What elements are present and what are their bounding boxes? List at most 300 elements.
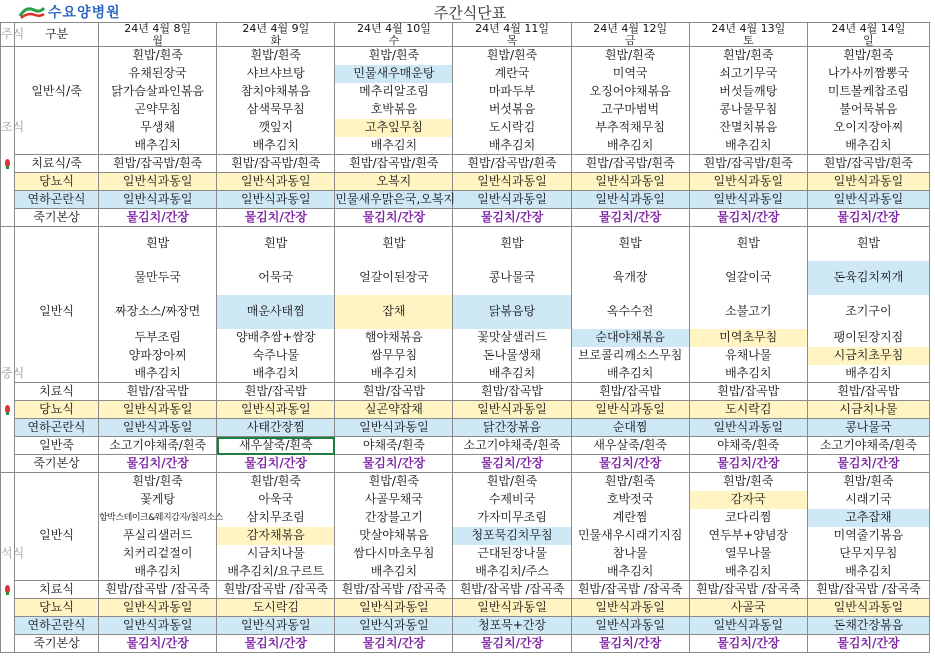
flower-icon xyxy=(5,585,10,593)
menu-cell-day1[interactable]: 일반식과동일 xyxy=(99,401,217,419)
menu-cell-day5[interactable]: 참나물 xyxy=(571,545,689,563)
menu-cell-day5[interactable]: 배추김치 xyxy=(571,137,689,155)
row-label xyxy=(15,365,99,383)
menu-cell-day2[interactable]: 흰밥/잡곡밥 xyxy=(217,383,335,401)
menu-cell-day2[interactable]: 어묵국 xyxy=(217,261,335,295)
menu-cell-day5[interactable]: 부추적채무침 xyxy=(571,119,689,137)
menu-cell-day4[interactable]: 콩나물국 xyxy=(453,261,571,295)
menu-cell-day7[interactable]: 오이지장아찌 xyxy=(807,119,929,137)
side-marker xyxy=(1,173,15,191)
menu-row xyxy=(1,473,930,491)
menu-cell-day2[interactable]: 흰밥 xyxy=(217,227,335,261)
menu-cell-day2[interactable]: 일반식과동일 xyxy=(217,401,335,419)
menu-cell-day7[interactable]: 흰밥/잡곡밥/흰죽 xyxy=(807,155,929,173)
menu-cell-day1[interactable]: 양파장아찌 xyxy=(99,347,217,365)
row-label: 일반죽 xyxy=(15,437,99,455)
menu-cell-day1[interactable]: 닭가슴살파인볶음 xyxy=(99,83,217,101)
menu-cell-day7[interactable]: 돈채간장볶음 xyxy=(807,617,929,635)
menu-cell-day5[interactable]: 일반식과동일 xyxy=(571,173,689,191)
menu-cell-day2[interactable]: 새우살죽/흰죽 xyxy=(217,437,335,455)
menu-cell-day7[interactable]: 배추김치 xyxy=(807,365,929,383)
menu-cell-day2[interactable]: 일반식과동일 xyxy=(217,191,335,209)
date-header-3 xyxy=(335,23,453,47)
menu-cell-day6[interactable]: 열무나물 xyxy=(689,545,807,563)
menu-cell-day6[interactable]: 일반식과동일 xyxy=(689,191,807,209)
menu-cell-day2[interactable]: 물김치/간장 xyxy=(217,635,335,653)
menu-cell-day1[interactable]: 물김치/간장 xyxy=(99,635,217,653)
row-label: 죽기본상 xyxy=(15,455,99,473)
menu-row xyxy=(1,455,930,473)
menu-cell-day1[interactable]: 물만두국 xyxy=(99,261,217,295)
menu-cell-day7[interactable]: 미트볼케찹조림 xyxy=(807,83,929,101)
side-marker xyxy=(1,227,15,261)
menu-cell-day3[interactable]: 흰밥 xyxy=(335,227,453,261)
logo-icon xyxy=(18,4,46,20)
menu-cell-day2[interactable]: 참치야채볶음 xyxy=(217,83,335,101)
date-header-1 xyxy=(99,23,217,47)
menu-cell-day6[interactable]: 유채나물 xyxy=(689,347,807,365)
menu-cell-day2[interactable]: 아욱국 xyxy=(217,491,335,509)
menu-cell-day1[interactable]: 물김치/간장 xyxy=(99,209,217,227)
menu-cell-day5[interactable]: 물김치/간장 xyxy=(571,455,689,473)
menu-cell-day1[interactable]: 배추김치 xyxy=(99,563,217,581)
menu-cell-day1[interactable]: 흰밥 xyxy=(99,227,217,261)
menu-cell-day4[interactable]: 일반식과동일 xyxy=(453,173,571,191)
menu-cell-day5[interactable]: 브로콜리깨소스무침 xyxy=(571,347,689,365)
menu-cell-day4[interactable]: 물김치/간장 xyxy=(453,635,571,653)
side-marker xyxy=(1,581,15,599)
date-text: 24년 4월 13일 xyxy=(711,22,786,35)
menu-cell-day7[interactable]: 조기구이 xyxy=(807,295,929,329)
menu-cell-day3[interactable]: 물김치/간장 xyxy=(335,455,453,473)
menu-cell-day4[interactable]: 물김치/간장 xyxy=(453,455,571,473)
row-label: 죽기본상 xyxy=(15,635,99,653)
row-label: 당뇨식 xyxy=(15,599,99,617)
menu-cell-day6[interactable]: 버섯들깨탕 xyxy=(689,83,807,101)
menu-cell-day2[interactable]: 감자채볶음 xyxy=(217,527,335,545)
menu-cell-day7[interactable]: 고추잡채 xyxy=(807,509,929,527)
row-label: 연하곤란식 xyxy=(15,617,99,635)
menu-cell-day4[interactable]: 마파두부 xyxy=(453,83,571,101)
menu-cell-day3[interactable]: 물김치/간장 xyxy=(335,209,453,227)
menu-cell-day6[interactable]: 흰밥/잡곡밥/흰죽 xyxy=(689,155,807,173)
menu-cell-day7[interactable]: 시금치초무침 xyxy=(807,347,929,365)
menu-cell-day1[interactable]: 물김치/간장 xyxy=(99,455,217,473)
row-label xyxy=(15,545,99,563)
menu-cell-day6[interactable]: 콩나물무침 xyxy=(689,101,807,119)
menu-cell-day4[interactable]: 흰밥/잡곡밥 /잡곡죽 xyxy=(453,581,571,599)
menu-cell-day3[interactable]: 일반식과동일 xyxy=(335,617,453,635)
side-marker xyxy=(1,401,15,419)
menu-table xyxy=(0,22,930,653)
menu-row xyxy=(1,83,930,101)
menu-cell-day1[interactable]: 치커리겉절이 xyxy=(99,545,217,563)
menu-cell-day6[interactable]: 얼갈이국 xyxy=(689,261,807,295)
menu-row xyxy=(1,599,930,617)
menu-cell-day4[interactable]: 배추김치 xyxy=(453,365,571,383)
row-label: 치료식 xyxy=(15,383,99,401)
menu-cell-day3[interactable]: 사골무채국 xyxy=(335,491,453,509)
menu-cell-day3[interactable]: 배추김치 xyxy=(335,563,453,581)
menu-cell-day4[interactable]: 일반식과동일 xyxy=(453,191,571,209)
side-marker xyxy=(1,437,15,455)
menu-cell-day7[interactable]: 일반식과동일 xyxy=(807,599,929,617)
side-marker: 조식 xyxy=(1,119,15,137)
date-text: 24년 4월 11일 xyxy=(475,22,549,35)
side-marker xyxy=(1,261,15,295)
menu-cell-day7[interactable]: 배추김치 xyxy=(807,137,929,155)
side-marker xyxy=(1,295,15,329)
menu-cell-day1[interactable]: 소고기야채죽/흰죽 xyxy=(99,437,217,455)
day-text: 월 xyxy=(152,34,163,47)
menu-cell-day7[interactable]: 시금치나물 xyxy=(807,401,929,419)
menu-cell-day1[interactable]: 곤약무침 xyxy=(99,101,217,119)
menu-cell-day6[interactable]: 도시락김 xyxy=(689,401,807,419)
menu-cell-day5[interactable]: 옥수수전 xyxy=(571,295,689,329)
menu-cell-day6[interactable]: 흰밥 xyxy=(689,227,807,261)
menu-cell-day2[interactable]: 일반식과동일 xyxy=(217,617,335,635)
menu-cell-day2[interactable]: 배추김치/요구르트 xyxy=(217,563,335,581)
menu-cell-day1[interactable]: 함박스테이크&웨지감자/칠리소스 xyxy=(99,509,217,527)
menu-cell-day3[interactable]: 배추김치 xyxy=(335,365,453,383)
menu-cell-day2[interactable]: 양배추쌈+쌈장 xyxy=(217,329,335,347)
flower-icon xyxy=(5,159,10,167)
menu-cell-day5[interactable]: 흰밥/잡곡밥/흰죽 xyxy=(571,155,689,173)
row-label: 일반식/죽 xyxy=(15,83,99,101)
menu-row xyxy=(1,295,930,329)
menu-cell-day2[interactable]: 흰밥/흰죽 xyxy=(217,473,335,491)
menu-cell-day1[interactable]: 배추김치 xyxy=(99,137,217,155)
menu-cell-day4[interactable]: 근대된장나물 xyxy=(453,545,571,563)
menu-cell-day7[interactable]: 돈육김치찌개 xyxy=(807,261,929,295)
menu-cell-day5[interactable]: 새우살죽/흰죽 xyxy=(571,437,689,455)
day-text: 토 xyxy=(742,34,754,47)
menu-row xyxy=(1,347,930,365)
menu-cell-day5[interactable]: 육개장 xyxy=(571,261,689,295)
row-label xyxy=(15,227,99,261)
menu-cell-day1[interactable]: 흰밥/흰죽 xyxy=(99,473,217,491)
side-marker xyxy=(1,209,15,227)
menu-cell-day1[interactable]: 일반식과동일 xyxy=(99,191,217,209)
menu-cell-day7[interactable]: 시래기국 xyxy=(807,491,929,509)
menu-cell-day1[interactable]: 흰밥/흰죽 xyxy=(99,47,217,65)
menu-cell-day2[interactable]: 시금치나물 xyxy=(217,545,335,563)
date-text: 24년 4월 9일 xyxy=(242,22,310,35)
menu-cell-day6[interactable]: 소불고기 xyxy=(689,295,807,329)
menu-cell-day2[interactable]: 물김치/간장 xyxy=(217,455,335,473)
menu-cell-day3[interactable]: 민물새우맑은국,오복지 xyxy=(335,191,453,209)
menu-cell-day6[interactable]: 흰밥/흰죽 xyxy=(689,47,807,65)
menu-cell-day4[interactable]: 배추김치/주스 xyxy=(453,563,571,581)
menu-cell-day1[interactable]: 일반식과동일 xyxy=(99,599,217,617)
menu-cell-day3[interactable]: 고추잎무침 xyxy=(335,119,453,137)
date-text: 24년 4월 10일 xyxy=(356,22,431,35)
menu-cell-day1[interactable]: 유채된장국 xyxy=(99,65,217,83)
menu-row xyxy=(1,209,930,227)
menu-cell-day6[interactable]: 배추김치 xyxy=(689,137,807,155)
side-marker xyxy=(1,527,15,545)
menu-cell-day1[interactable]: 흰밥/잡곡밥/흰죽 xyxy=(99,155,217,173)
menu-cell-day1[interactable]: 두부조림 xyxy=(99,329,217,347)
menu-cell-day7[interactable]: 흰밥 xyxy=(807,227,929,261)
menu-cell-day6[interactable]: 연두부+양념장 xyxy=(689,527,807,545)
menu-row xyxy=(1,137,930,155)
menu-cell-day3[interactable]: 흰밥/흰죽 xyxy=(335,473,453,491)
menu-cell-day6[interactable]: 흰밥/흰죽 xyxy=(689,473,807,491)
menu-cell-day4[interactable]: 꽃맛살샐러드 xyxy=(453,329,571,347)
menu-cell-day5[interactable]: 흰밥/잡곡밥 xyxy=(571,383,689,401)
menu-cell-day6[interactable]: 코다리찜 xyxy=(689,509,807,527)
side-marker: 중식 xyxy=(1,365,15,383)
menu-cell-day2[interactable]: 흰밥/잡곡밥/흰죽 xyxy=(217,155,335,173)
side-label-top: 주식 xyxy=(1,23,15,47)
menu-cell-day2[interactable]: 배추김치 xyxy=(217,137,335,155)
menu-row xyxy=(1,173,930,191)
menu-cell-day4[interactable]: 돈나물생채 xyxy=(453,347,571,365)
menu-cell-day6[interactable]: 사골국 xyxy=(689,599,807,617)
menu-cell-day4[interactable]: 버섯볶음 xyxy=(453,101,571,119)
menu-cell-day3[interactable]: 흰밥/잡곡밥 xyxy=(335,383,453,401)
menu-cell-day3[interactable]: 배추김치 xyxy=(335,137,453,155)
side-marker xyxy=(1,491,15,509)
menu-cell-day1[interactable]: 흰밥/잡곡밥 /잡곡죽 xyxy=(99,581,217,599)
menu-cell-day6[interactable]: 물김치/간장 xyxy=(689,635,807,653)
menu-cell-day2[interactable]: 숙주나물 xyxy=(217,347,335,365)
menu-cell-day5[interactable]: 민물새우시래기지짐 xyxy=(571,527,689,545)
menu-cell-day6[interactable]: 일반식과동일 xyxy=(689,617,807,635)
menu-cell-day5[interactable]: 일반식과동일 xyxy=(571,599,689,617)
menu-cell-day5[interactable]: 배추김치 xyxy=(571,563,689,581)
menu-cell-day2[interactable]: 물김치/간장 xyxy=(217,209,335,227)
menu-cell-day3[interactable]: 물김치/간장 xyxy=(335,635,453,653)
menu-cell-day7[interactable]: 물김치/간장 xyxy=(807,455,929,473)
menu-cell-day2[interactable]: 흰밥/잡곡밥 /잡곡죽 xyxy=(217,581,335,599)
menu-row xyxy=(1,65,930,83)
menu-cell-day1[interactable]: 짜장소스/짜장면 xyxy=(99,295,217,329)
menu-cell-day2[interactable]: 도시락김 xyxy=(217,599,335,617)
menu-row xyxy=(1,383,930,401)
menu-cell-day2[interactable]: 사태간장찜 xyxy=(217,419,335,437)
menu-cell-day5[interactable]: 물김치/간장 xyxy=(571,635,689,653)
menu-cell-day5[interactable]: 계란찜 xyxy=(571,509,689,527)
menu-cell-day4[interactable]: 일반식과동일 xyxy=(453,599,571,617)
row-label: 당뇨식 xyxy=(15,401,99,419)
menu-cell-day6[interactable]: 일반식과동일 xyxy=(689,173,807,191)
menu-cell-day6[interactable]: 감자국 xyxy=(689,491,807,509)
menu-row xyxy=(1,581,930,599)
row-label: 당뇨식 xyxy=(15,173,99,191)
menu-cell-day2[interactable]: 배추김치 xyxy=(217,365,335,383)
menu-cell-day3[interactable]: 호박볶음 xyxy=(335,101,453,119)
menu-cell-day5[interactable]: 고구마범벅 xyxy=(571,101,689,119)
menu-row xyxy=(1,329,930,347)
menu-cell-day3[interactable]: 맛살야채볶음 xyxy=(335,527,453,545)
menu-cell-day7[interactable]: 소고기야채죽/흰죽 xyxy=(807,437,929,455)
menu-cell-day2[interactable]: 깻잎지 xyxy=(217,119,335,137)
menu-cell-day6[interactable]: 쇠고기무국 xyxy=(689,65,807,83)
menu-cell-day5[interactable]: 흰밥/잡곡밥 /잡곡죽 xyxy=(571,581,689,599)
menu-cell-day3[interactable]: 흰밥/잡곡밥 /잡곡죽 xyxy=(335,581,453,599)
menu-cell-day2[interactable]: 샤브샤브탕 xyxy=(217,65,335,83)
menu-cell-day3[interactable]: 잡채 xyxy=(335,295,453,329)
menu-cell-day3[interactable]: 간장불고기 xyxy=(335,509,453,527)
menu-cell-day7[interactable]: 배추김치 xyxy=(807,563,929,581)
menu-row xyxy=(1,527,930,545)
menu-cell-day1[interactable]: 일반식과동일 xyxy=(99,419,217,437)
menu-cell-day7[interactable]: 흰밥/잡곡밥 /잡곡죽 xyxy=(807,581,929,599)
gubun-header: 구분 xyxy=(15,23,99,47)
menu-cell-day1[interactable]: 배추김치 xyxy=(99,365,217,383)
menu-cell-day4[interactable]: 물김치/간장 xyxy=(453,209,571,227)
menu-cell-day4[interactable]: 도시락김 xyxy=(453,119,571,137)
menu-cell-day3[interactable]: 흰밥/잡곡밥/흰죽 xyxy=(335,155,453,173)
menu-cell-day5[interactable]: 호박젓국 xyxy=(571,491,689,509)
menu-cell-day4[interactable]: 흰밥/흰죽 xyxy=(453,473,571,491)
menu-cell-day5[interactable]: 순대야채볶음 xyxy=(571,329,689,347)
menu-cell-day5[interactable]: 흰밥/흰죽 xyxy=(571,47,689,65)
menu-cell-day3[interactable]: 오복지 xyxy=(335,173,453,191)
menu-cell-day6[interactable]: 물김치/간장 xyxy=(689,455,807,473)
side-marker xyxy=(1,473,15,491)
day-text: 일 xyxy=(863,34,874,47)
row-label xyxy=(15,101,99,119)
menu-row xyxy=(1,617,930,635)
menu-cell-day2[interactable]: 삼치무조림 xyxy=(217,509,335,527)
menu-cell-day6[interactable]: 물김치/간장 xyxy=(689,209,807,227)
row-label xyxy=(15,491,99,509)
menu-row xyxy=(1,261,930,295)
side-marker xyxy=(1,635,15,653)
menu-row xyxy=(1,563,930,581)
menu-cell-day4[interactable]: 청포묵김치무침 xyxy=(453,527,571,545)
menu-cell-day4[interactable]: 흰밥/잡곡밥/흰죽 xyxy=(453,155,571,173)
menu-cell-day7[interactable]: 흰밥/잡곡밥 xyxy=(807,383,929,401)
menu-cell-day4[interactable]: 소고기야채죽/흰죽 xyxy=(453,437,571,455)
menu-cell-day1[interactable]: 무생채 xyxy=(99,119,217,137)
menu-row xyxy=(1,545,930,563)
menu-cell-day2[interactable]: 일반식과동일 xyxy=(217,173,335,191)
menu-cell-day6[interactable]: 잔멸치볶음 xyxy=(689,119,807,137)
menu-cell-day5[interactable]: 오징어야채볶음 xyxy=(571,83,689,101)
menu-cell-day1[interactable]: 일반식과동일 xyxy=(99,617,217,635)
menu-cell-day1[interactable]: 꽃게탕 xyxy=(99,491,217,509)
menu-cell-day7[interactable]: 일반식과동일 xyxy=(807,173,929,191)
menu-cell-day4[interactable]: 청포묵+간장 xyxy=(453,617,571,635)
menu-cell-day5[interactable]: 일반식과동일 xyxy=(571,617,689,635)
menu-cell-day1[interactable]: 흰밥/잡곡밥 xyxy=(99,383,217,401)
menu-cell-day3[interactable]: 일반식과동일 xyxy=(335,599,453,617)
menu-row xyxy=(1,191,930,209)
menu-cell-day7[interactable]: 팽이된장지짐 xyxy=(807,329,929,347)
menu-cell-day4[interactable]: 가자미무조림 xyxy=(453,509,571,527)
menu-cell-day4[interactable]: 흰밥/흰죽 xyxy=(453,47,571,65)
menu-cell-day3[interactable]: 일반식과동일 xyxy=(335,419,453,437)
menu-cell-day2[interactable]: 매운사태찜 xyxy=(217,295,335,329)
date-header-7 xyxy=(807,23,929,47)
menu-cell-day5[interactable]: 배추김치 xyxy=(571,365,689,383)
row-label xyxy=(15,137,99,155)
menu-row xyxy=(1,401,930,419)
date-header-6 xyxy=(689,23,807,47)
row-label xyxy=(15,329,99,347)
menu-cell-day5[interactable]: 물김치/간장 xyxy=(571,209,689,227)
menu-cell-day7[interactable]: 나가사끼짬뽕국 xyxy=(807,65,929,83)
menu-cell-day7[interactable]: 불어묵볶음 xyxy=(807,101,929,119)
menu-cell-day7[interactable]: 단무지무침 xyxy=(807,545,929,563)
menu-cell-day6[interactable]: 흰밥/잡곡밥 /잡곡죽 xyxy=(689,581,807,599)
menu-cell-day3[interactable]: 햄야채볶음 xyxy=(335,329,453,347)
menu-cell-day5[interactable]: 흰밥/흰죽 xyxy=(571,473,689,491)
menu-cell-day5[interactable]: 미역국 xyxy=(571,65,689,83)
menu-row xyxy=(1,155,930,173)
menu-cell-day5[interactable]: 일반식과동일 xyxy=(571,191,689,209)
side-marker: 석식 xyxy=(1,545,15,563)
menu-cell-day6[interactable]: 일반식과동일 xyxy=(689,419,807,437)
menu-cell-day3[interactable]: 실곤약잡채 xyxy=(335,401,453,419)
menu-cell-day4[interactable]: 흰밥/잡곡밥 xyxy=(453,383,571,401)
page-title: 주간식단표 xyxy=(433,4,507,22)
menu-cell-day6[interactable]: 흰밥/잡곡밥 xyxy=(689,383,807,401)
day-text: 금 xyxy=(624,34,636,47)
side-marker xyxy=(1,383,15,401)
menu-cell-day1[interactable]: 푸실리샐러드 xyxy=(99,527,217,545)
menu-cell-day6[interactable]: 미역초무침 xyxy=(689,329,807,347)
menu-cell-day7[interactable]: 물김치/간장 xyxy=(807,635,929,653)
side-marker xyxy=(1,65,15,83)
menu-cell-day5[interactable]: 순대찜 xyxy=(571,419,689,437)
menu-cell-day4[interactable]: 흰밥 xyxy=(453,227,571,261)
menu-cell-day3[interactable]: 쌈무무침 xyxy=(335,347,453,365)
menu-cell-day4[interactable]: 일반식과동일 xyxy=(453,401,571,419)
menu-cell-day4[interactable]: 수제비국 xyxy=(453,491,571,509)
menu-cell-day3[interactable]: 민물새우매운탕 xyxy=(335,65,453,83)
side-marker xyxy=(1,599,15,617)
menu-row xyxy=(1,509,930,527)
menu-cell-day4[interactable]: 계란국 xyxy=(453,65,571,83)
menu-cell-day4[interactable]: 배추김치 xyxy=(453,137,571,155)
menu-cell-day7[interactable]: 흰밥/흰죽 xyxy=(807,47,929,65)
menu-cell-day6[interactable]: 배추김치 xyxy=(689,563,807,581)
row-label xyxy=(15,261,99,295)
menu-cell-day6[interactable]: 배추김치 xyxy=(689,365,807,383)
menu-cell-day3[interactable]: 쌈다시마초무침 xyxy=(335,545,453,563)
side-marker xyxy=(1,563,15,581)
menu-cell-day7[interactable]: 콩나물국 xyxy=(807,419,929,437)
side-marker xyxy=(1,191,15,209)
menu-cell-day4[interactable]: 닭볶음탕 xyxy=(453,295,571,329)
menu-cell-day3[interactable]: 메추리알조림 xyxy=(335,83,453,101)
menu-cell-day5[interactable]: 흰밥 xyxy=(571,227,689,261)
menu-row xyxy=(1,419,930,437)
menu-cell-day6[interactable]: 야채죽/흰죽 xyxy=(689,437,807,455)
menu-cell-day5[interactable]: 일반식과동일 xyxy=(571,401,689,419)
menu-cell-day2[interactable]: 삼색묵무침 xyxy=(217,101,335,119)
menu-cell-day1[interactable]: 일반식과동일 xyxy=(99,173,217,191)
date-text: 24년 4월 8일 xyxy=(124,22,192,35)
menu-cell-day3[interactable]: 야채죽/흰죽 xyxy=(335,437,453,455)
menu-cell-day3[interactable]: 흰밥/흰죽 xyxy=(335,47,453,65)
menu-cell-day4[interactable]: 닭간장볶음 xyxy=(453,419,571,437)
menu-cell-day7[interactable]: 미역줄기볶음 xyxy=(807,527,929,545)
row-label xyxy=(15,347,99,365)
menu-cell-day2[interactable]: 흰밥/흰죽 xyxy=(217,47,335,65)
menu-cell-day7[interactable]: 물김치/간장 xyxy=(807,209,929,227)
menu-cell-day7[interactable]: 흰밥/흰죽 xyxy=(807,473,929,491)
row-label: 연하곤란식 xyxy=(15,419,99,437)
menu-cell-day7[interactable]: 일반식과동일 xyxy=(807,191,929,209)
side-marker xyxy=(1,83,15,101)
menu-cell-day3[interactable]: 얼갈이된장국 xyxy=(335,261,453,295)
